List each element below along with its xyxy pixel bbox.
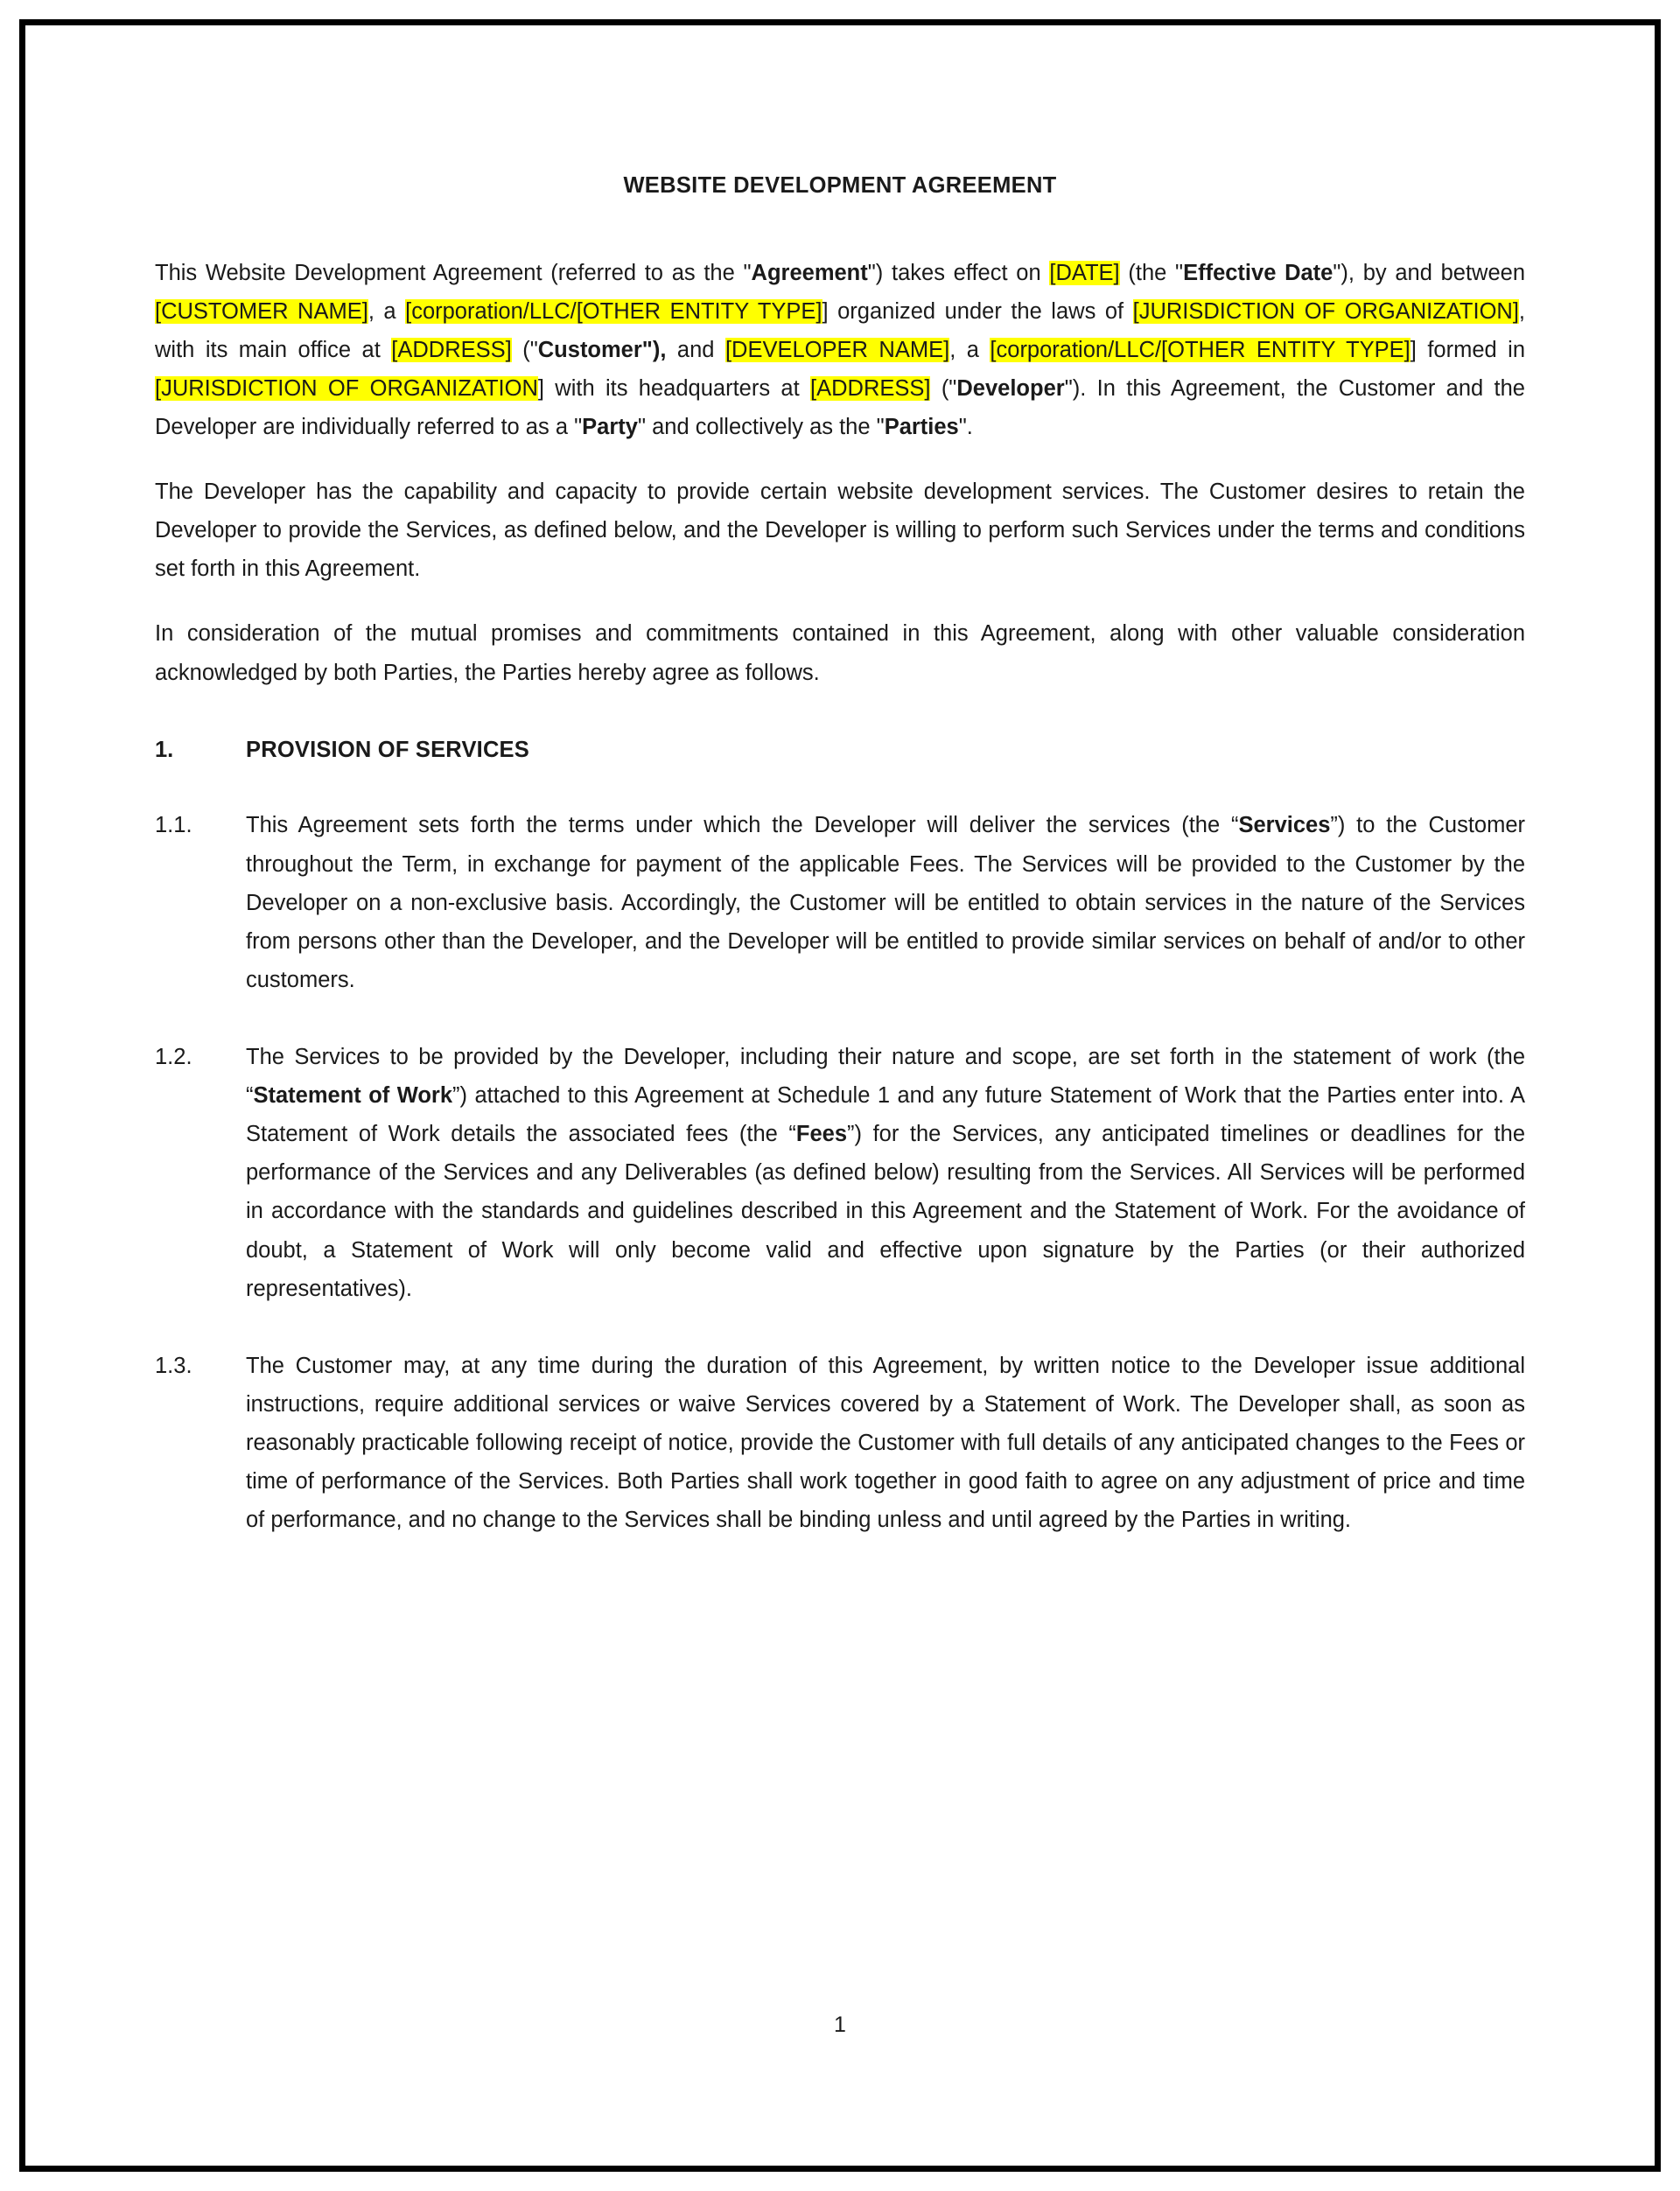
body-text: "). In this Agreement, the Customer and the Developer are individually referred to as a " bbox=[155, 375, 1525, 440]
clause-number: 1.1. bbox=[155, 813, 192, 838]
section-title: PROVISION OF SERVICES bbox=[246, 737, 529, 762]
body-text: , a bbox=[949, 337, 990, 362]
document-page-border bbox=[19, 19, 1661, 2172]
body-text: ") takes effect on bbox=[867, 260, 1050, 285]
body-text: , with its main office at bbox=[155, 298, 1526, 362]
defined-term: Party bbox=[582, 415, 638, 440]
body-text: In consideration of the mutual promises and commitments contained in this Agreement, along with other valuable consideration acknowledged by both Parties, the Parties hereby agree as follows. bbox=[155, 621, 1525, 685]
highlighted-placeholder: [corporation/LLC/[OTHER ENTITY TYPE] bbox=[405, 298, 822, 324]
clause-body bbox=[246, 1038, 1525, 1308]
body-text: ”) attached to this Agreement at Schedule 1 and any future Statement of Work that the Parties enter into. A Statement of Work details the associated fees (the “ bbox=[246, 1083, 1525, 1147]
highlighted-placeholder: [DATE] bbox=[1049, 260, 1120, 285]
body-text: (" bbox=[511, 337, 538, 362]
clause-body bbox=[246, 806, 1525, 999]
defined-term: Parties bbox=[884, 415, 959, 440]
body-text: ". bbox=[958, 415, 973, 440]
body-text: and bbox=[666, 337, 725, 362]
body-text: ”) to the Customer throughout the Term, in exchange for payment of the applicable Fees. The Services will be provided to the Customer by the Developer on a non-exclusive basis. Accordingly, the Customer will be entitled to obtain services in the nature of the Services from persons other than the Developer, and the Developer will be entitled to provide similar services on behalf of and/or to other customers. bbox=[246, 813, 1526, 992]
preamble-paragraph-3 bbox=[155, 614, 1525, 691]
clause bbox=[155, 806, 1525, 999]
body-text: (the " bbox=[1119, 260, 1184, 285]
highlighted-placeholder: [CUSTOMER NAME] bbox=[155, 298, 368, 324]
highlighted-placeholder: [JURISDICTION OF ORGANIZATION bbox=[155, 375, 538, 401]
defined-term: Customer"), bbox=[537, 337, 667, 362]
highlighted-placeholder: [DEVELOPER NAME] bbox=[724, 337, 950, 362]
preamble-paragraph-1 bbox=[155, 254, 1525, 447]
highlighted-placeholder: [ADDRESS] bbox=[810, 375, 931, 401]
clause-body bbox=[246, 1347, 1525, 1540]
body-text: ] with its headquarters at bbox=[537, 375, 811, 401]
body-text: The Customer may, at any time during the duration of this Agreement, by written notice to the Developer issue additional instructions, require additional services or waive Services covered by a Statement of Work. The Developer shall, as soon as reasonably practicable following receipt of notice, provide the Customer with full details of any anticipated changes to the Fees or time of performance of the Services. Both Parties shall work together in good faith to agree on any adjustment of price and time of performance, and no change to the Services shall be binding unless and until agreed by the Parties in writing. bbox=[246, 1353, 1525, 1533]
clause-list bbox=[155, 806, 1525, 1539]
defined-term: Fees bbox=[795, 1122, 848, 1147]
page-number-footer: 1 bbox=[834, 2012, 846, 2037]
body-text: ”) for the Services, any anticipated timelines or deadlines for the performance of the Services and any Deliverables (as defined below) resulting from the Services. All Services will be performed in accordance with the standards and guidelines described in this Agreement and the Statement of Work. For the avoidance of doubt, a Statement of Work will only become valid and effective upon signature by the Parties (or their authorized representatives). bbox=[246, 1122, 1526, 1301]
defined-term: Effective Date bbox=[1183, 260, 1334, 285]
preamble-paragraph-2 bbox=[155, 472, 1525, 588]
body-text: The Services to be provided by the Developer, including their nature and scope, are set forth in the statement of work (the “ bbox=[246, 1045, 1525, 1109]
body-text: ] formed in bbox=[1410, 337, 1526, 362]
highlighted-placeholder: [corporation/LLC/[OTHER ENTITY TYPE] bbox=[990, 337, 1410, 362]
clause bbox=[155, 1038, 1525, 1308]
section-number: 1. bbox=[155, 737, 174, 762]
highlighted-placeholder: [JURISDICTION OF ORGANIZATION] bbox=[1132, 298, 1519, 324]
defined-term: Developer bbox=[956, 375, 1065, 401]
page-title: WEBSITE DEVELOPMENT AGREEMENT bbox=[623, 173, 1057, 198]
section-heading-1 bbox=[155, 732, 1525, 768]
defined-term: Agreement bbox=[751, 260, 868, 285]
clause-number: 1.3. bbox=[155, 1353, 192, 1378]
clause bbox=[155, 1347, 1525, 1540]
body-text: This Agreement sets forth the terms under which the Developer will deliver the services (the “ bbox=[246, 813, 1239, 838]
clause-number: 1.2. bbox=[155, 1045, 192, 1070]
body-text: ] organized under the laws of bbox=[822, 298, 1133, 324]
body-text: This Website Development Agreement (referred to as the " bbox=[155, 260, 752, 285]
body-text: "), by and between bbox=[1333, 260, 1525, 285]
highlighted-placeholder: [ADDRESS] bbox=[391, 337, 512, 362]
document-page bbox=[25, 25, 1655, 2166]
body-text: , a bbox=[368, 298, 406, 324]
defined-term: Statement of Work bbox=[253, 1083, 453, 1109]
body-text: " and collectively as the " bbox=[637, 415, 885, 440]
defined-term: Services bbox=[1238, 813, 1331, 838]
body-text: (" bbox=[930, 375, 957, 401]
body-text: The Developer has the capability and capacity to provide certain website development services. The Customer desires to retain the Developer to provide the Services, as defined below, and the Developer is willing to perform such Services under the terms and conditions set forth in this Agreement. bbox=[155, 480, 1525, 582]
